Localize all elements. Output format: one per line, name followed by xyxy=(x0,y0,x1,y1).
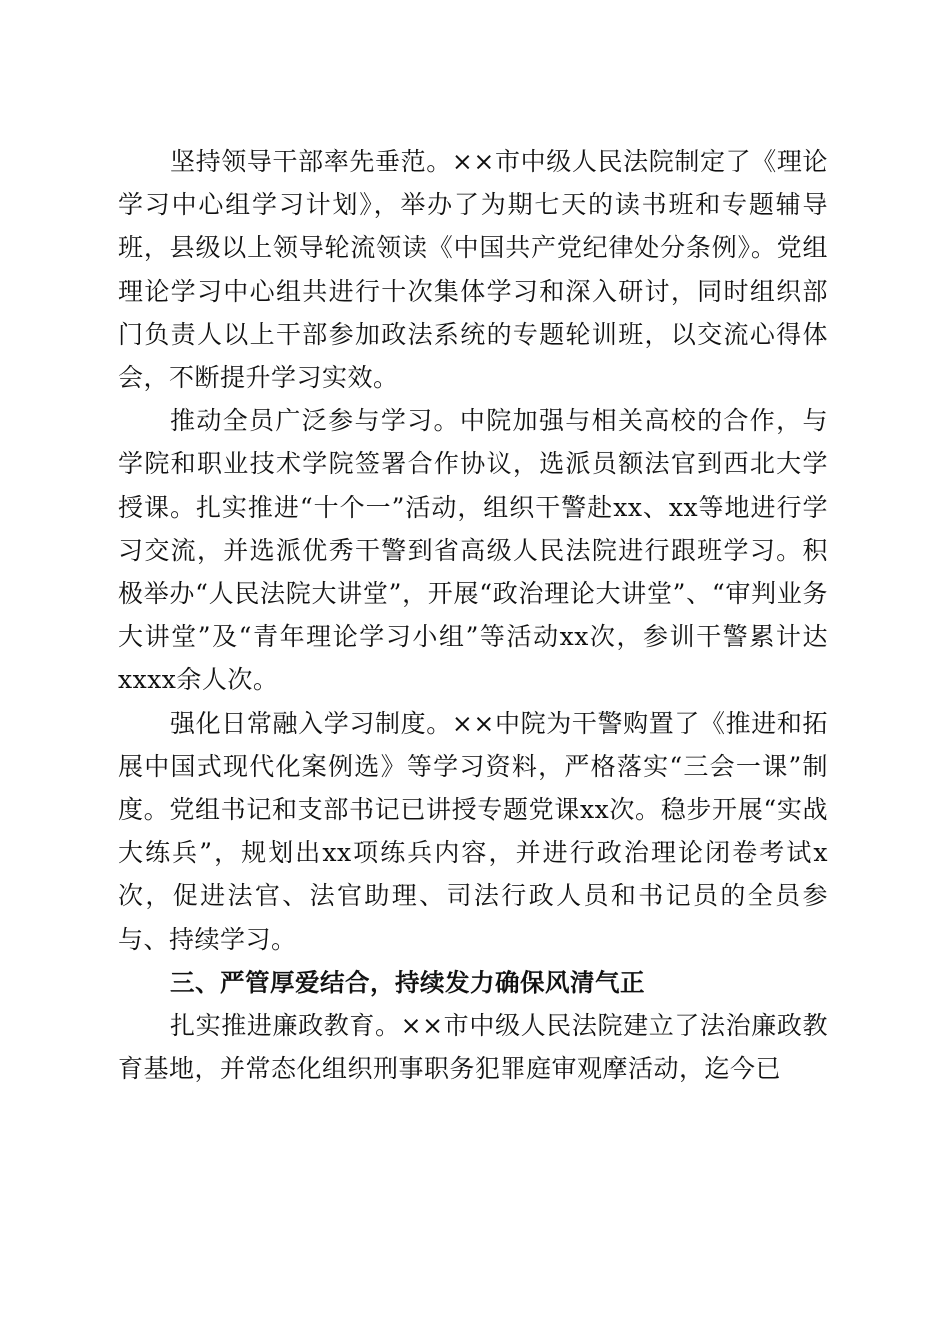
document-body xyxy=(118,140,828,1090)
paragraph-leadership-study: 坚持领导干部率先垂范。××市中级人民法院制定了《理论学习中心组学习计划》，举办了为期七天的读书班和专题辅导班，县级以上领导轮流领读《中国共产党纪律处分条例》。党组理论学习中心组共进行十次集体学习和深入研讨，同时组织部门负责人以上干部参加政法系统的专题轮训班，以交流心得体会，不断提升学习实效。 xyxy=(118,147,828,393)
paragraph-daily-study-system: 强化日常融入学习制度。××中院为干警购置了《推进和拓展中国式现代化案例选》等学习资料，严格落实“三会一课”制度。党组书记和支部书记已讲授专题党课xx次。稳步开展“实战大练兵”，规划出xx项练兵内容，并进行政治理论闭卷考试x次，促进法官、法官助理、司法行政人员和书记员的全员参与、持续学习。 xyxy=(118,708,828,954)
paragraph-all-staff-study: 推动全员广泛参与学习。中院加强与相关高校的合作，与学院和职业技术学院签署合作协议，选派员额法官到西北大学授课。扎实推进“十个一”活动，组织干警赴xx、xx等地进行学习交流，并选派优秀干警到省高级人民法院进行跟班学习。积极举办“人民法院大讲堂”，开展“政治理论大讲堂”、“审判业务大讲堂”及“青年理论学习小组”等活动xx次，参训干警累计达xxxx余人次。 xyxy=(118,406,828,695)
paragraph-integrity-education: 扎实推进廉政教育。××市中级人民法院建立了法治廉政教育基地，并常态化组织刑事职务犯罪庭审观摩活动，迄今已 xyxy=(118,1011,828,1084)
section-heading: 三、严管厚爱结合，持续发力确保风清气正 xyxy=(170,967,645,997)
